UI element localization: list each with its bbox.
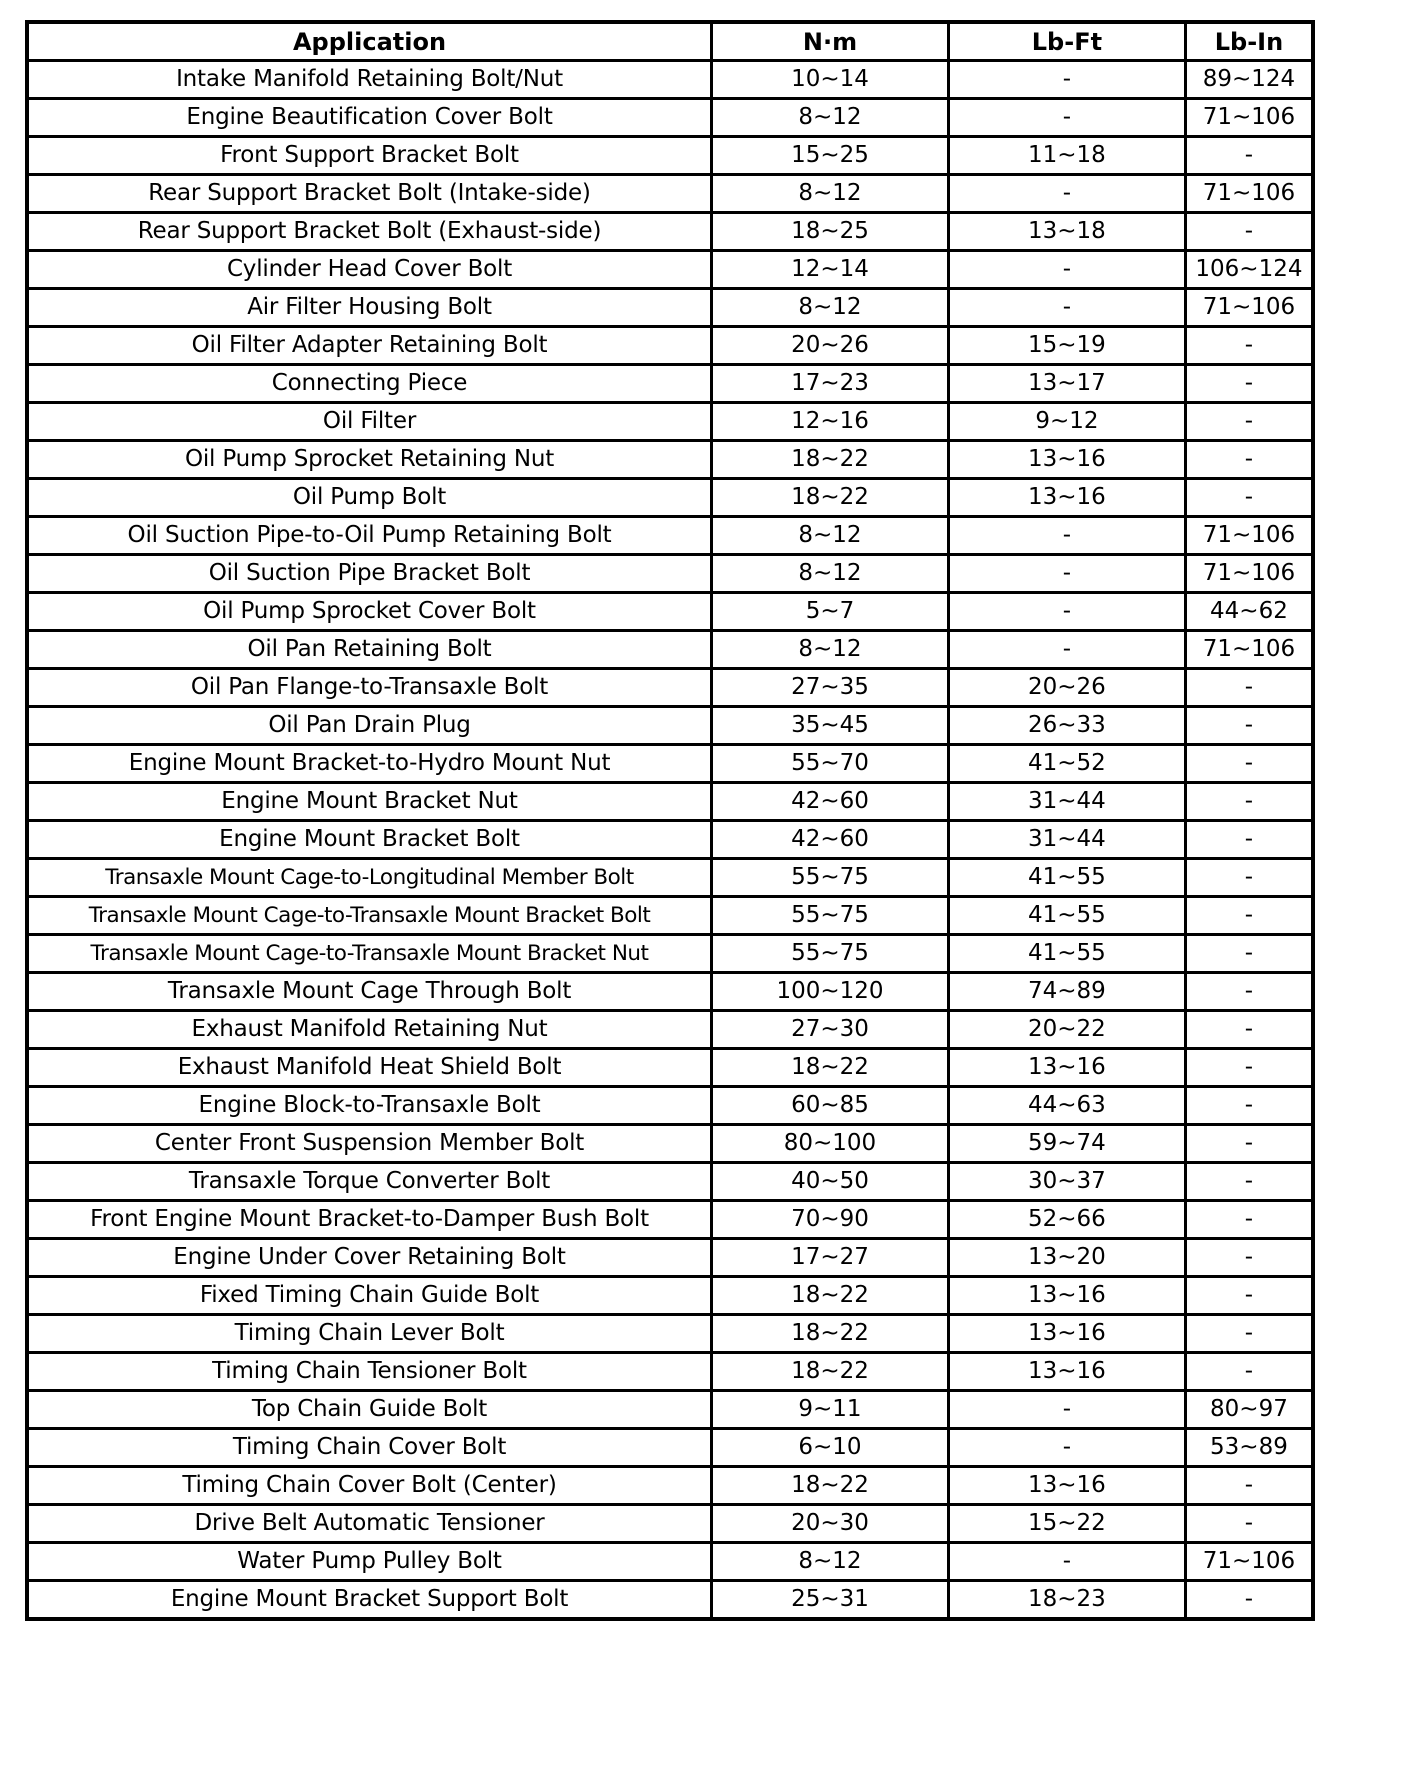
lb-ft-cell: 31~44 [948, 783, 1185, 821]
lb-ft-cell: - [948, 555, 1185, 593]
application-cell: Oil Suction Pipe Bracket Bolt [27, 555, 712, 593]
lb-ft-cell: - [948, 61, 1185, 99]
lb-in-cell: - [1185, 441, 1313, 479]
torque-specification-table [25, 20, 1315, 1621]
application-cell: Engine Under Cover Retaining Bolt [27, 1239, 712, 1277]
lb-ft-cell: - [948, 289, 1185, 327]
application-cell: Oil Pump Sprocket Cover Bolt [27, 593, 712, 631]
application-cell: Water Pump Pulley Bolt [27, 1543, 712, 1581]
application-cell: Transaxle Mount Cage Through Bolt [27, 973, 712, 1011]
lb-ft-cell: - [948, 1429, 1185, 1467]
application-cell: Timing Chain Cover Bolt (Center) [27, 1467, 712, 1505]
application-cell: Top Chain Guide Bolt [27, 1391, 712, 1429]
table-row [27, 1581, 1313, 1620]
nm-cell: 8~12 [712, 99, 949, 137]
lb-ft-cell: 13~16 [948, 1049, 1185, 1087]
table-row [27, 403, 1313, 441]
table-row [27, 1011, 1313, 1049]
table-row [27, 365, 1313, 403]
nm-cell: 27~35 [712, 669, 949, 707]
table-row [27, 859, 1313, 897]
nm-cell: 55~75 [712, 935, 949, 973]
table-row [27, 1467, 1313, 1505]
nm-cell: 8~12 [712, 517, 949, 555]
lb-ft-cell: 9~12 [948, 403, 1185, 441]
nm-cell: 35~45 [712, 707, 949, 745]
table-row [27, 745, 1313, 783]
column-header-lb-in: Lb-In [1185, 22, 1313, 61]
table-row [27, 593, 1313, 631]
table-row [27, 1315, 1313, 1353]
lb-ft-cell: 15~19 [948, 327, 1185, 365]
application-cell: Cylinder Head Cover Bolt [27, 251, 712, 289]
table-row [27, 61, 1313, 99]
lb-in-cell: - [1185, 327, 1313, 365]
lb-ft-cell: - [948, 517, 1185, 555]
lb-ft-cell: 41~55 [948, 859, 1185, 897]
application-cell: Timing Chain Cover Bolt [27, 1429, 712, 1467]
lb-in-cell: - [1185, 1277, 1313, 1315]
table-row [27, 821, 1313, 859]
lb-in-cell: - [1185, 213, 1313, 251]
nm-cell: 55~75 [712, 859, 949, 897]
application-cell: Oil Filter [27, 403, 712, 441]
application-cell: Connecting Piece [27, 365, 712, 403]
application-cell: Drive Belt Automatic Tensioner [27, 1505, 712, 1543]
lb-in-cell: - [1185, 821, 1313, 859]
table-row [27, 1391, 1313, 1429]
lb-in-cell: - [1185, 973, 1313, 1011]
application-cell: Engine Mount Bracket Bolt [27, 821, 712, 859]
application-cell: Center Front Suspension Member Bolt [27, 1125, 712, 1163]
table-row [27, 479, 1313, 517]
lb-in-cell: 71~106 [1185, 517, 1313, 555]
application-cell: Oil Pump Bolt [27, 479, 712, 517]
nm-cell: 8~12 [712, 175, 949, 213]
lb-in-cell: - [1185, 1087, 1313, 1125]
nm-cell: 12~14 [712, 251, 949, 289]
lb-ft-cell: - [948, 1543, 1185, 1581]
nm-cell: 55~75 [712, 897, 949, 935]
lb-ft-cell: 52~66 [948, 1201, 1185, 1239]
application-cell: Engine Block-to-Transaxle Bolt [27, 1087, 712, 1125]
application-cell: Exhaust Manifold Heat Shield Bolt [27, 1049, 712, 1087]
application-cell: Oil Suction Pipe-to-Oil Pump Retaining Bolt [27, 517, 712, 555]
table-row [27, 213, 1313, 251]
application-cell: Exhaust Manifold Retaining Nut [27, 1011, 712, 1049]
application-cell: Timing Chain Lever Bolt [27, 1315, 712, 1353]
lb-ft-cell: 13~20 [948, 1239, 1185, 1277]
lb-ft-cell: 13~16 [948, 1315, 1185, 1353]
lb-in-cell: - [1185, 1315, 1313, 1353]
lb-ft-cell: 15~22 [948, 1505, 1185, 1543]
table-row [27, 669, 1313, 707]
lb-ft-cell: 41~55 [948, 897, 1185, 935]
lb-in-cell: - [1185, 365, 1313, 403]
application-cell: Oil Pan Retaining Bolt [27, 631, 712, 669]
lb-ft-cell: - [948, 99, 1185, 137]
nm-cell: 18~22 [712, 1277, 949, 1315]
nm-cell: 17~27 [712, 1239, 949, 1277]
lb-ft-cell: - [948, 593, 1185, 631]
application-cell: Engine Mount Bracket Nut [27, 783, 712, 821]
table-row [27, 1277, 1313, 1315]
column-header-lb-ft: Lb-Ft [948, 22, 1185, 61]
application-cell: Engine Mount Bracket-to-Hydro Mount Nut [27, 745, 712, 783]
lb-ft-cell: 31~44 [948, 821, 1185, 859]
nm-cell: 9~11 [712, 1391, 949, 1429]
application-cell: Fixed Timing Chain Guide Bolt [27, 1277, 712, 1315]
application-cell: Transaxle Mount Cage-to-Transaxle Mount Bracket Nut [27, 935, 712, 973]
table-row [27, 441, 1313, 479]
nm-cell: 80~100 [712, 1125, 949, 1163]
application-cell: Oil Filter Adapter Retaining Bolt [27, 327, 712, 365]
lb-ft-cell: 44~63 [948, 1087, 1185, 1125]
lb-in-cell: 53~89 [1185, 1429, 1313, 1467]
lb-in-cell: - [1185, 1581, 1313, 1620]
lb-in-cell: - [1185, 745, 1313, 783]
application-cell: Transaxle Mount Cage-to-Longitudinal Member Bolt [27, 859, 712, 897]
table-row [27, 1087, 1313, 1125]
lb-in-cell: - [1185, 1049, 1313, 1087]
application-cell: Air Filter Housing Bolt [27, 289, 712, 327]
nm-cell: 60~85 [712, 1087, 949, 1125]
table-row [27, 783, 1313, 821]
table-row [27, 1125, 1313, 1163]
nm-cell: 8~12 [712, 631, 949, 669]
application-cell: Rear Support Bracket Bolt (Exhaust-side) [27, 213, 712, 251]
lb-in-cell: - [1185, 1353, 1313, 1391]
application-cell: Front Engine Mount Bracket-to-Damper Bush Bolt [27, 1201, 712, 1239]
lb-in-cell: 71~106 [1185, 631, 1313, 669]
application-cell: Timing Chain Tensioner Bolt [27, 1353, 712, 1391]
lb-ft-cell: 26~33 [948, 707, 1185, 745]
lb-ft-cell: - [948, 1391, 1185, 1429]
application-cell: Oil Pump Sprocket Retaining Nut [27, 441, 712, 479]
application-cell: Oil Pan Flange-to-Transaxle Bolt [27, 669, 712, 707]
nm-cell: 8~12 [712, 289, 949, 327]
lb-in-cell: - [1185, 1201, 1313, 1239]
lb-ft-cell: 30~37 [948, 1163, 1185, 1201]
lb-ft-cell: 13~18 [948, 213, 1185, 251]
table-row [27, 1239, 1313, 1277]
lb-in-cell: - [1185, 935, 1313, 973]
header-row [27, 22, 1313, 61]
lb-ft-cell: 20~26 [948, 669, 1185, 707]
nm-cell: 42~60 [712, 821, 949, 859]
table-row [27, 631, 1313, 669]
lb-in-cell: 71~106 [1185, 555, 1313, 593]
lb-in-cell: 89~124 [1185, 61, 1313, 99]
table-row [27, 289, 1313, 327]
nm-cell: 10~14 [712, 61, 949, 99]
lb-ft-cell: 18~23 [948, 1581, 1185, 1620]
table-row [27, 1353, 1313, 1391]
table-row [27, 555, 1313, 593]
lb-in-cell: - [1185, 783, 1313, 821]
lb-in-cell: - [1185, 669, 1313, 707]
application-cell: Engine Mount Bracket Support Bolt [27, 1581, 712, 1620]
lb-ft-cell: 13~16 [948, 441, 1185, 479]
lb-in-cell: - [1185, 859, 1313, 897]
nm-cell: 55~70 [712, 745, 949, 783]
application-cell: Front Support Bracket Bolt [27, 137, 712, 175]
table-row [27, 973, 1313, 1011]
table-row [27, 1201, 1313, 1239]
lb-ft-cell: 13~16 [948, 1353, 1185, 1391]
lb-ft-cell: 41~52 [948, 745, 1185, 783]
table-row [27, 707, 1313, 745]
nm-cell: 25~31 [712, 1581, 949, 1620]
lb-in-cell: - [1185, 479, 1313, 517]
lb-in-cell: 71~106 [1185, 1543, 1313, 1581]
table-row [27, 137, 1313, 175]
nm-cell: 18~22 [712, 1467, 949, 1505]
nm-cell: 70~90 [712, 1201, 949, 1239]
table-row [27, 99, 1313, 137]
nm-cell: 42~60 [712, 783, 949, 821]
lb-in-cell: - [1185, 403, 1313, 441]
lb-ft-cell: 20~22 [948, 1011, 1185, 1049]
table-body [27, 61, 1313, 1620]
table-row [27, 1429, 1313, 1467]
application-cell: Transaxle Torque Converter Bolt [27, 1163, 712, 1201]
lb-ft-cell: 11~18 [948, 137, 1185, 175]
lb-ft-cell: 13~17 [948, 365, 1185, 403]
lb-ft-cell: 13~16 [948, 1277, 1185, 1315]
lb-in-cell: - [1185, 137, 1313, 175]
table-row [27, 1049, 1313, 1087]
nm-cell: 20~30 [712, 1505, 949, 1543]
lb-in-cell: - [1185, 1163, 1313, 1201]
nm-cell: 12~16 [712, 403, 949, 441]
lb-in-cell: 106~124 [1185, 251, 1313, 289]
application-cell: Rear Support Bracket Bolt (Intake-side) [27, 175, 712, 213]
nm-cell: 17~23 [712, 365, 949, 403]
table-row [27, 935, 1313, 973]
nm-cell: 6~10 [712, 1429, 949, 1467]
nm-cell: 18~22 [712, 1353, 949, 1391]
lb-in-cell: - [1185, 1011, 1313, 1049]
lb-ft-cell: 59~74 [948, 1125, 1185, 1163]
nm-cell: 5~7 [712, 593, 949, 631]
lb-in-cell: - [1185, 1239, 1313, 1277]
lb-in-cell: 71~106 [1185, 99, 1313, 137]
lb-in-cell: - [1185, 1505, 1313, 1543]
lb-ft-cell: 74~89 [948, 973, 1185, 1011]
lb-in-cell: 80~97 [1185, 1391, 1313, 1429]
table-row [27, 1505, 1313, 1543]
lb-ft-cell: - [948, 175, 1185, 213]
nm-cell: 8~12 [712, 1543, 949, 1581]
nm-cell: 18~22 [712, 1049, 949, 1087]
table-row [27, 897, 1313, 935]
lb-in-cell: 71~106 [1185, 175, 1313, 213]
nm-cell: 27~30 [712, 1011, 949, 1049]
application-cell: Oil Pan Drain Plug [27, 707, 712, 745]
application-cell: Transaxle Mount Cage-to-Transaxle Mount Bracket Bolt [27, 897, 712, 935]
application-cell: Engine Beautification Cover Bolt [27, 99, 712, 137]
lb-ft-cell: 13~16 [948, 479, 1185, 517]
lb-in-cell: - [1185, 897, 1313, 935]
column-header-application: Application [27, 22, 712, 61]
table-row [27, 327, 1313, 365]
table-row [27, 1543, 1313, 1581]
nm-cell: 18~22 [712, 441, 949, 479]
lb-ft-cell: 41~55 [948, 935, 1185, 973]
nm-cell: 40~50 [712, 1163, 949, 1201]
table-row [27, 517, 1313, 555]
nm-cell: 18~22 [712, 479, 949, 517]
table-row [27, 251, 1313, 289]
nm-cell: 15~25 [712, 137, 949, 175]
nm-cell: 18~22 [712, 1315, 949, 1353]
nm-cell: 100~120 [712, 973, 949, 1011]
column-header-nm: N·m [712, 22, 949, 61]
nm-cell: 18~25 [712, 213, 949, 251]
lb-in-cell: 44~62 [1185, 593, 1313, 631]
table-row [27, 175, 1313, 213]
table-row [27, 1163, 1313, 1201]
nm-cell: 8~12 [712, 555, 949, 593]
lb-in-cell: - [1185, 1125, 1313, 1163]
lb-ft-cell: - [948, 631, 1185, 669]
lb-in-cell: - [1185, 1467, 1313, 1505]
lb-in-cell: 71~106 [1185, 289, 1313, 327]
lb-ft-cell: - [948, 251, 1185, 289]
lb-in-cell: - [1185, 707, 1313, 745]
application-cell: Intake Manifold Retaining Bolt/Nut [27, 61, 712, 99]
lb-ft-cell: 13~16 [948, 1467, 1185, 1505]
nm-cell: 20~26 [712, 327, 949, 365]
